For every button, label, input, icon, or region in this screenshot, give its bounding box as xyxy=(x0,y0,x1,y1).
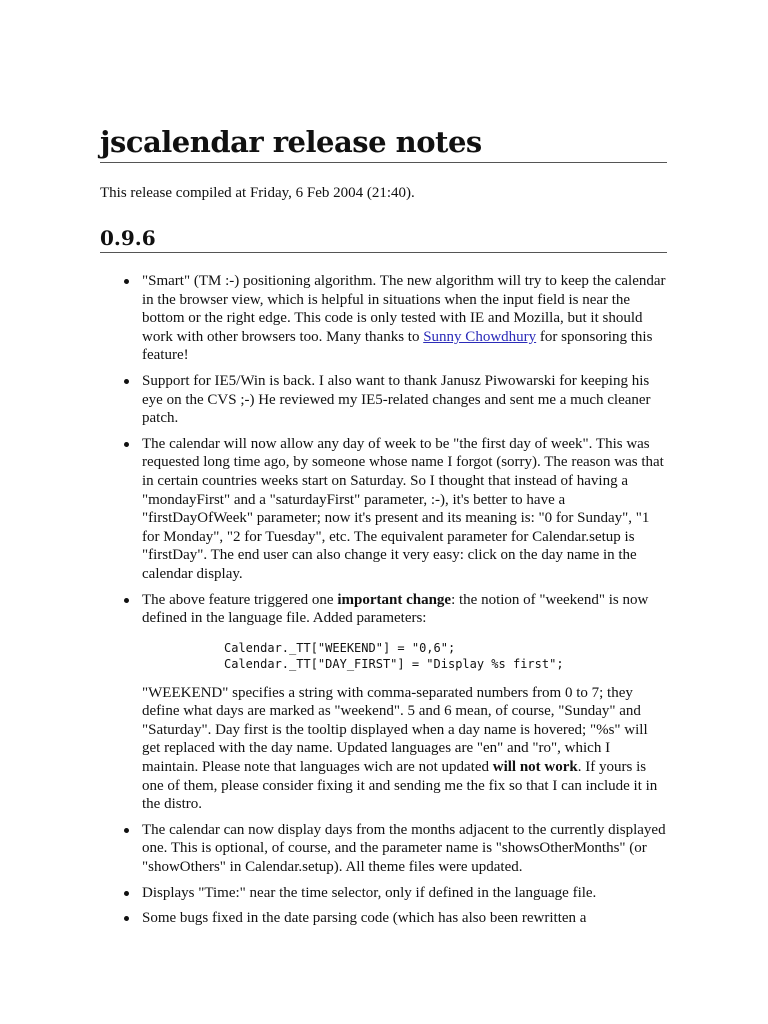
code-block: Calendar._TT["WEEKEND"] = "0,6"; Calendar._TT["DAY_FIRST"] = "Display %s first"; xyxy=(224,640,564,671)
note-text-part: "WEEKEND" specifies a string with comma-separated numbers from 0 to 7; they define what days are marked as "weekend". 5 and 6 mean, of course, "Sunday" and "Saturday". Day first is the tooltip displayed when a day name is hovered; "%s" will get replaced with the day name. Updated languages are "en" and "ro", which I maintain. Please note that languages wich are not updated xyxy=(142,684,648,776)
version-heading: 0.9.6 xyxy=(100,224,667,253)
list-item xyxy=(100,591,667,814)
sunny-chowdhury-link[interactable]: Sunny Chowdhury xyxy=(423,328,537,345)
note-text xyxy=(142,272,667,365)
bullet-icon xyxy=(124,279,129,284)
release-notes-list xyxy=(100,272,667,935)
list-item xyxy=(100,884,667,903)
important-change-text: important change xyxy=(337,591,452,608)
note-text xyxy=(142,591,667,628)
bullet-icon xyxy=(124,442,129,447)
note-text-part: : the notion of "weekend" is now defined in the language file. Added parameters: xyxy=(142,591,649,627)
bullet-icon xyxy=(124,598,129,603)
list-item xyxy=(100,435,667,584)
note-text: The calendar can now display days from the months adjacent to the currently displayed one. This is optional, of course, and the parameter name is "showsOtherMonths" (or "showOthers" in Calendar.setup). All theme files were updated. xyxy=(142,821,666,876)
note-text-part: "Smart" (TM :-) positioning algorithm. The new algorithm will try to keep the calendar in the browser view, which is helpful in situations when the input field is near the bottom or the right edge. This code is only tested with IE and Mozilla, but it should work with other browsers too. Many thanks to xyxy=(142,273,666,345)
note-text-part: for sponsoring this feature! xyxy=(142,328,653,364)
list-item xyxy=(100,272,667,365)
bullet-icon xyxy=(124,828,129,833)
bullet-icon xyxy=(124,379,129,384)
page-title: jscalendar release notes xyxy=(100,122,667,163)
note-text-part: . If yours is one of them, please consider fixing it and sending me the fix so that I can include it in the distro. xyxy=(142,759,658,813)
note-text: Displays "Time:" near the time selector, only if defined in the language file. xyxy=(142,884,597,901)
list-item xyxy=(100,909,667,928)
note-text-part: The above feature triggered one xyxy=(142,591,338,608)
note-text: The calendar will now allow any day of week to be "the first day of week". This was requested long time ago, by someone whose name I forgot (sorry). The reason was that in certain countries weeks start on Saturday. So I thought that instead of having a "mondayFirst" and a "saturdayFirst" parameter, :-), it's better to have a "firstDayOfWeek" parameter; now it's present and its meaning is: "0 for Sunday", "1 for Monday", "2 for Tuesday", etc. The equivalent parameter for Calendar.setup is "firstDay". The end user can also change it very easy: click on the day name in the calendar display. xyxy=(142,435,664,582)
compiled-info: This release compiled at Friday, 6 Feb 2004 (21:40). xyxy=(100,185,415,201)
note-text: Some bugs fixed in the date parsing code (which has also been rewritten a xyxy=(142,910,587,927)
bullet-icon xyxy=(124,916,129,921)
note-text: Support for IE5/Win is back. I also want to thank Janusz Piwowarski for keeping his eye on the CVS ;-) He reviewed my IE5-related changes and sent me a much cleaner patch. xyxy=(142,372,651,427)
note-text xyxy=(142,684,667,814)
list-item xyxy=(100,372,667,428)
will-not-work-text: will not work xyxy=(492,759,578,776)
bullet-icon xyxy=(124,891,129,896)
list-item xyxy=(100,821,667,877)
